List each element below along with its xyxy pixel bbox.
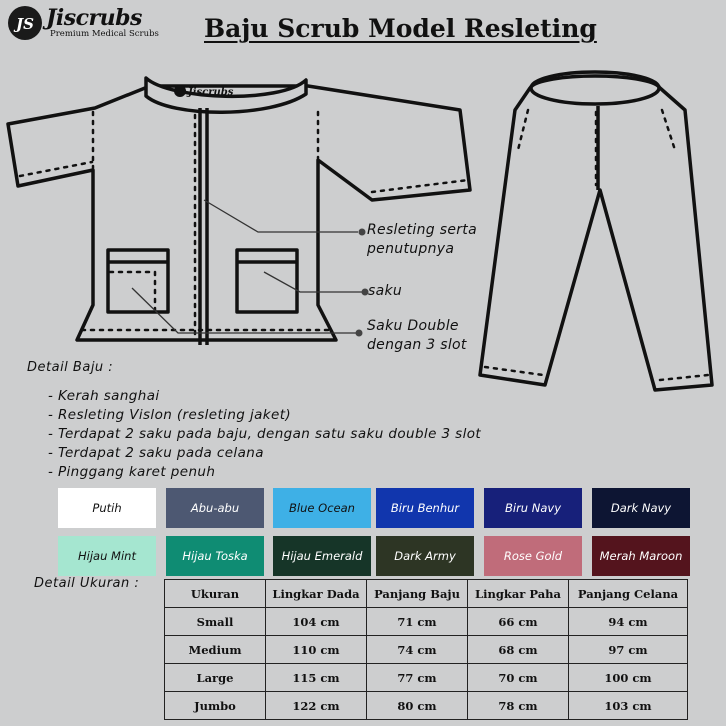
pants-icon	[480, 72, 712, 390]
table-cell: 103 cm	[569, 692, 688, 720]
table-cell: 115 cm	[266, 664, 367, 692]
size-table	[164, 579, 688, 720]
table-cell: Jumbo	[165, 692, 266, 720]
callout-pocket: saku	[368, 283, 403, 299]
color-swatch-hijau-mint: Hijau Mint	[58, 536, 156, 576]
table-cell: 71 cm	[367, 608, 468, 636]
column-header: Panjang Baju	[367, 580, 468, 608]
collar-logo-icon	[174, 85, 234, 98]
table-cell: 104 cm	[266, 608, 367, 636]
table-cell: Large	[165, 664, 266, 692]
color-swatch-merah-maroon: Merah Maroon	[592, 536, 690, 576]
table-header-row	[165, 580, 688, 608]
color-swatch-dark-army: Dark Army	[376, 536, 474, 576]
color-swatch-abu-abu: Abu-abu	[166, 488, 264, 528]
table-cell: 74 cm	[367, 636, 468, 664]
sizes-heading: Detail Ukuran :	[34, 576, 140, 591]
table-cell: 77 cm	[367, 664, 468, 692]
table-row	[165, 636, 688, 664]
table-cell: 97 cm	[569, 636, 688, 664]
table-cell: 68 cm	[468, 636, 569, 664]
color-swatch-hijau-toska: Hijau Toska	[166, 536, 264, 576]
svg-text:JS: JS	[16, 15, 34, 33]
color-swatch-rose-gold: Rose Gold	[484, 536, 582, 576]
jacket-icon	[8, 78, 470, 345]
column-header: Panjang Celana	[569, 580, 688, 608]
table-cell: 66 cm	[468, 608, 569, 636]
list-item: - Kerah sanghai	[48, 388, 160, 404]
table-cell: 94 cm	[569, 608, 688, 636]
color-swatch-biru-benhur: Biru Benhur	[376, 488, 474, 528]
callout-zipper-line2: penutupnya	[367, 241, 455, 257]
table-cell: 100 cm	[569, 664, 688, 692]
list-item: - Terdapat 2 saku pada baju, dengan satu saku double 3 slot	[48, 426, 482, 442]
table-cell: 110 cm	[266, 636, 367, 664]
list-item: - Resleting Vislon (resleting jaket)	[48, 407, 292, 423]
table-row	[165, 608, 688, 636]
table-cell: Small	[165, 608, 266, 636]
list-item: - Terdapat 2 saku pada celana	[48, 445, 264, 461]
table-cell: 78 cm	[468, 692, 569, 720]
column-header: Lingkar Dada	[266, 580, 367, 608]
svg-text:Jiscrubs: Jiscrubs	[188, 87, 234, 98]
table-row	[165, 664, 688, 692]
details-heading: Detail Baju :	[27, 360, 114, 375]
brand-tagline: Premium Medical Scrubs	[50, 29, 159, 39]
color-swatch-dark-navy: Dark Navy	[592, 488, 690, 528]
table-cell: 122 cm	[266, 692, 367, 720]
color-swatch-blue-ocean: Blue Ocean	[273, 488, 371, 528]
color-swatch-biru-navy: Biru Navy	[484, 488, 582, 528]
callout-double-pocket-line2: dengan 3 slot	[367, 337, 467, 353]
callout-double-pocket-line1: Saku Double	[367, 318, 459, 334]
table-cell: Medium	[165, 636, 266, 664]
page-title: Baju Scrub Model Resleting	[204, 14, 597, 43]
details-list	[48, 387, 481, 482]
column-header: Lingkar Paha	[468, 580, 569, 608]
table-cell: 70 cm	[468, 664, 569, 692]
pants-stitching	[485, 110, 708, 380]
brand-name: Jiscrubs	[46, 5, 142, 31]
color-swatch-hijau-emerald: Hijau Emerald	[273, 536, 371, 576]
list-item: - Pinggang karet penuh	[48, 464, 216, 480]
color-swatch-putih: Putih	[58, 488, 156, 528]
table-row	[165, 692, 688, 720]
column-header: Ukuran	[165, 580, 266, 608]
callout-zipper-line1: Resleting serta	[367, 222, 477, 238]
table-cell: 80 cm	[367, 692, 468, 720]
